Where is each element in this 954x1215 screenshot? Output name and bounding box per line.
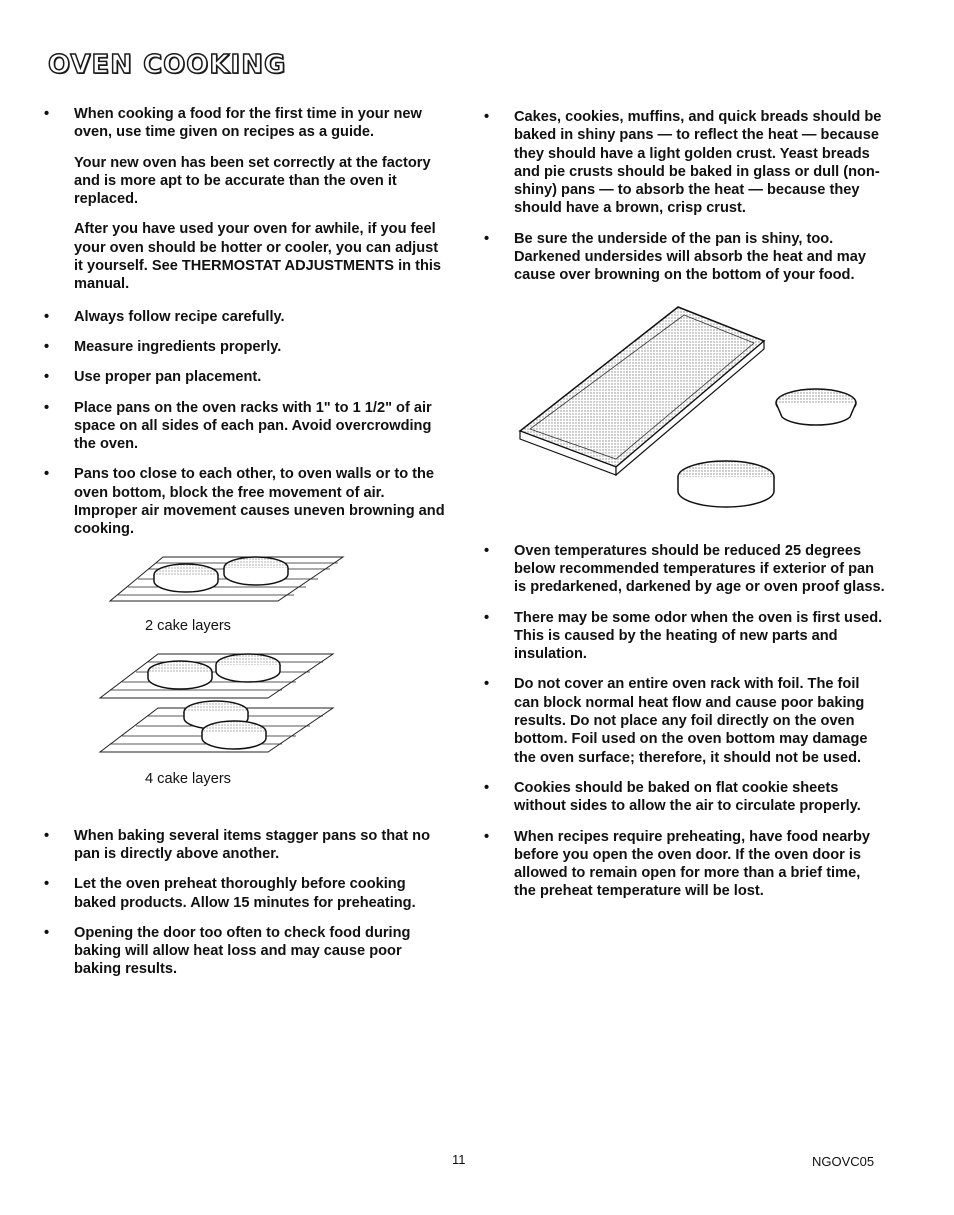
- list-item: [38, 827, 450, 864]
- list-item: [38, 105, 450, 294]
- list-item: [478, 609, 886, 664]
- pans-illustration: [518, 305, 868, 525]
- list-item: [478, 108, 886, 218]
- list-item: [478, 230, 886, 285]
- list-item: [478, 828, 886, 901]
- page-number: 11: [452, 1152, 466, 1167]
- left-column: [38, 105, 450, 979]
- thermostat-note: After you have used your oven for awhile, if you feel your oven should be hotter or cooler, you can adjust it yourself. See THERMOSTAT ADJUSTMENTS in this manual.: [74, 221, 442, 293]
- list-item: [38, 368, 450, 386]
- bullet: •: [484, 609, 490, 626]
- list-item: [38, 338, 450, 356]
- bullet: •: [44, 308, 50, 325]
- bullet: •: [484, 676, 490, 693]
- item-text: Do not cover an entire oven rack with foil. The foil can block normal heat flow and cause poor baking results. Do not place any foil directly on the oven bottom. Foil used on the oven bottom may damage the oven surface; therefore, it should not be used.: [514, 676, 868, 766]
- bullet: •: [44, 106, 50, 122]
- list-item: [38, 465, 450, 538]
- item-text: Use proper pan placement.: [74, 369, 262, 386]
- bullet: •: [484, 542, 490, 559]
- item-text: Be sure the underside of the pan is shiny, too. Darkened undersides will absorb the heat and may cause over browning on the bottom of your food.: [514, 230, 866, 284]
- page-title: OVEN COOKING: [48, 50, 287, 80]
- figure-caption: 2 cake layers: [145, 617, 231, 634]
- bullet: •: [484, 828, 490, 845]
- document-code: NGOVC05: [812, 1154, 875, 1169]
- item-text: Let the oven preheat thoroughly before cooking baked products. Allow 15 minutes for preheating.: [74, 876, 416, 911]
- four-cake-layers-illustration: [98, 652, 338, 754]
- item-text: Measure ingredients properly.: [74, 338, 282, 355]
- bullet: •: [484, 779, 490, 796]
- item-text: Cookies should be baked on flat cookie sheets without sides to allow the air to circulate properly.: [514, 779, 861, 815]
- list-item: [478, 542, 886, 597]
- item-text: Oven temperatures should be reduced 25 degrees below recommended temperatures if exterior of pan is predarkened, darkened by age or oven proof glass.: [514, 542, 885, 596]
- item-text: When baking several items stagger pans so that no pan is directly above another.: [74, 827, 431, 862]
- bullet: •: [44, 466, 50, 483]
- bullet: •: [44, 369, 50, 386]
- bullet: •: [44, 338, 50, 355]
- pans-figure: [518, 305, 886, 530]
- two-cake-layers-figure: [108, 555, 368, 634]
- bullet: •: [484, 109, 490, 125]
- item-text: Always follow recipe carefully.: [74, 308, 285, 325]
- figure-caption: 4 cake layers: [145, 770, 231, 787]
- item-text: When recipes require preheating, have food nearby before you open the oven door. If the oven door is allowed to remain open for more than a brief time, the preheat temperature will be lost.: [514, 828, 871, 900]
- bullet: •: [44, 399, 50, 416]
- item-text: There may be some odor when the oven is first used. This is caused by the heating of new parts and insulation.: [514, 609, 883, 663]
- list-item: [478, 675, 886, 766]
- item-text: Place pans on the oven racks with 1" to 1 1/2" of air space on all sides of each pan. Avoid overcrowding the oven.: [74, 399, 432, 453]
- factory-note: Your new oven has been set correctly at the factory and is more apt to be accurate than the oven it replaced.: [74, 154, 431, 208]
- list-item: [38, 875, 450, 912]
- list-item: [478, 779, 886, 816]
- two-cake-layers-illustration: [108, 555, 348, 605]
- bullet: •: [44, 827, 50, 844]
- bullet: •: [484, 230, 490, 247]
- right-column: [478, 108, 886, 901]
- four-cake-layers-figure: [98, 652, 358, 787]
- list-item: [38, 924, 450, 979]
- bullet: •: [44, 924, 50, 941]
- bullet: •: [44, 876, 50, 893]
- item-text: When cooking a food for the first time in your new oven, use time given on recipes as a guide.: [74, 106, 422, 141]
- item-text: Pans too close to each other, to oven walls or to the oven bottom, block the free movement of air. Improper air movement causes uneven browning and cooking.: [74, 466, 445, 538]
- list-item: [38, 399, 450, 454]
- item-text: Opening the door too often to check food during baking will allow heat loss and may cause poor baking results.: [74, 924, 411, 978]
- item-text: Cakes, cookies, muffins, and quick breads should be baked in shiny pans — to reflect the heat — because they should have a light golden crust. Yeast breads and pie crusts should be baked in glass or dull (non-shiny) pans — to absorb the heat — because they should have a brown, crisp crust.: [514, 109, 882, 217]
- list-item: [38, 308, 450, 326]
